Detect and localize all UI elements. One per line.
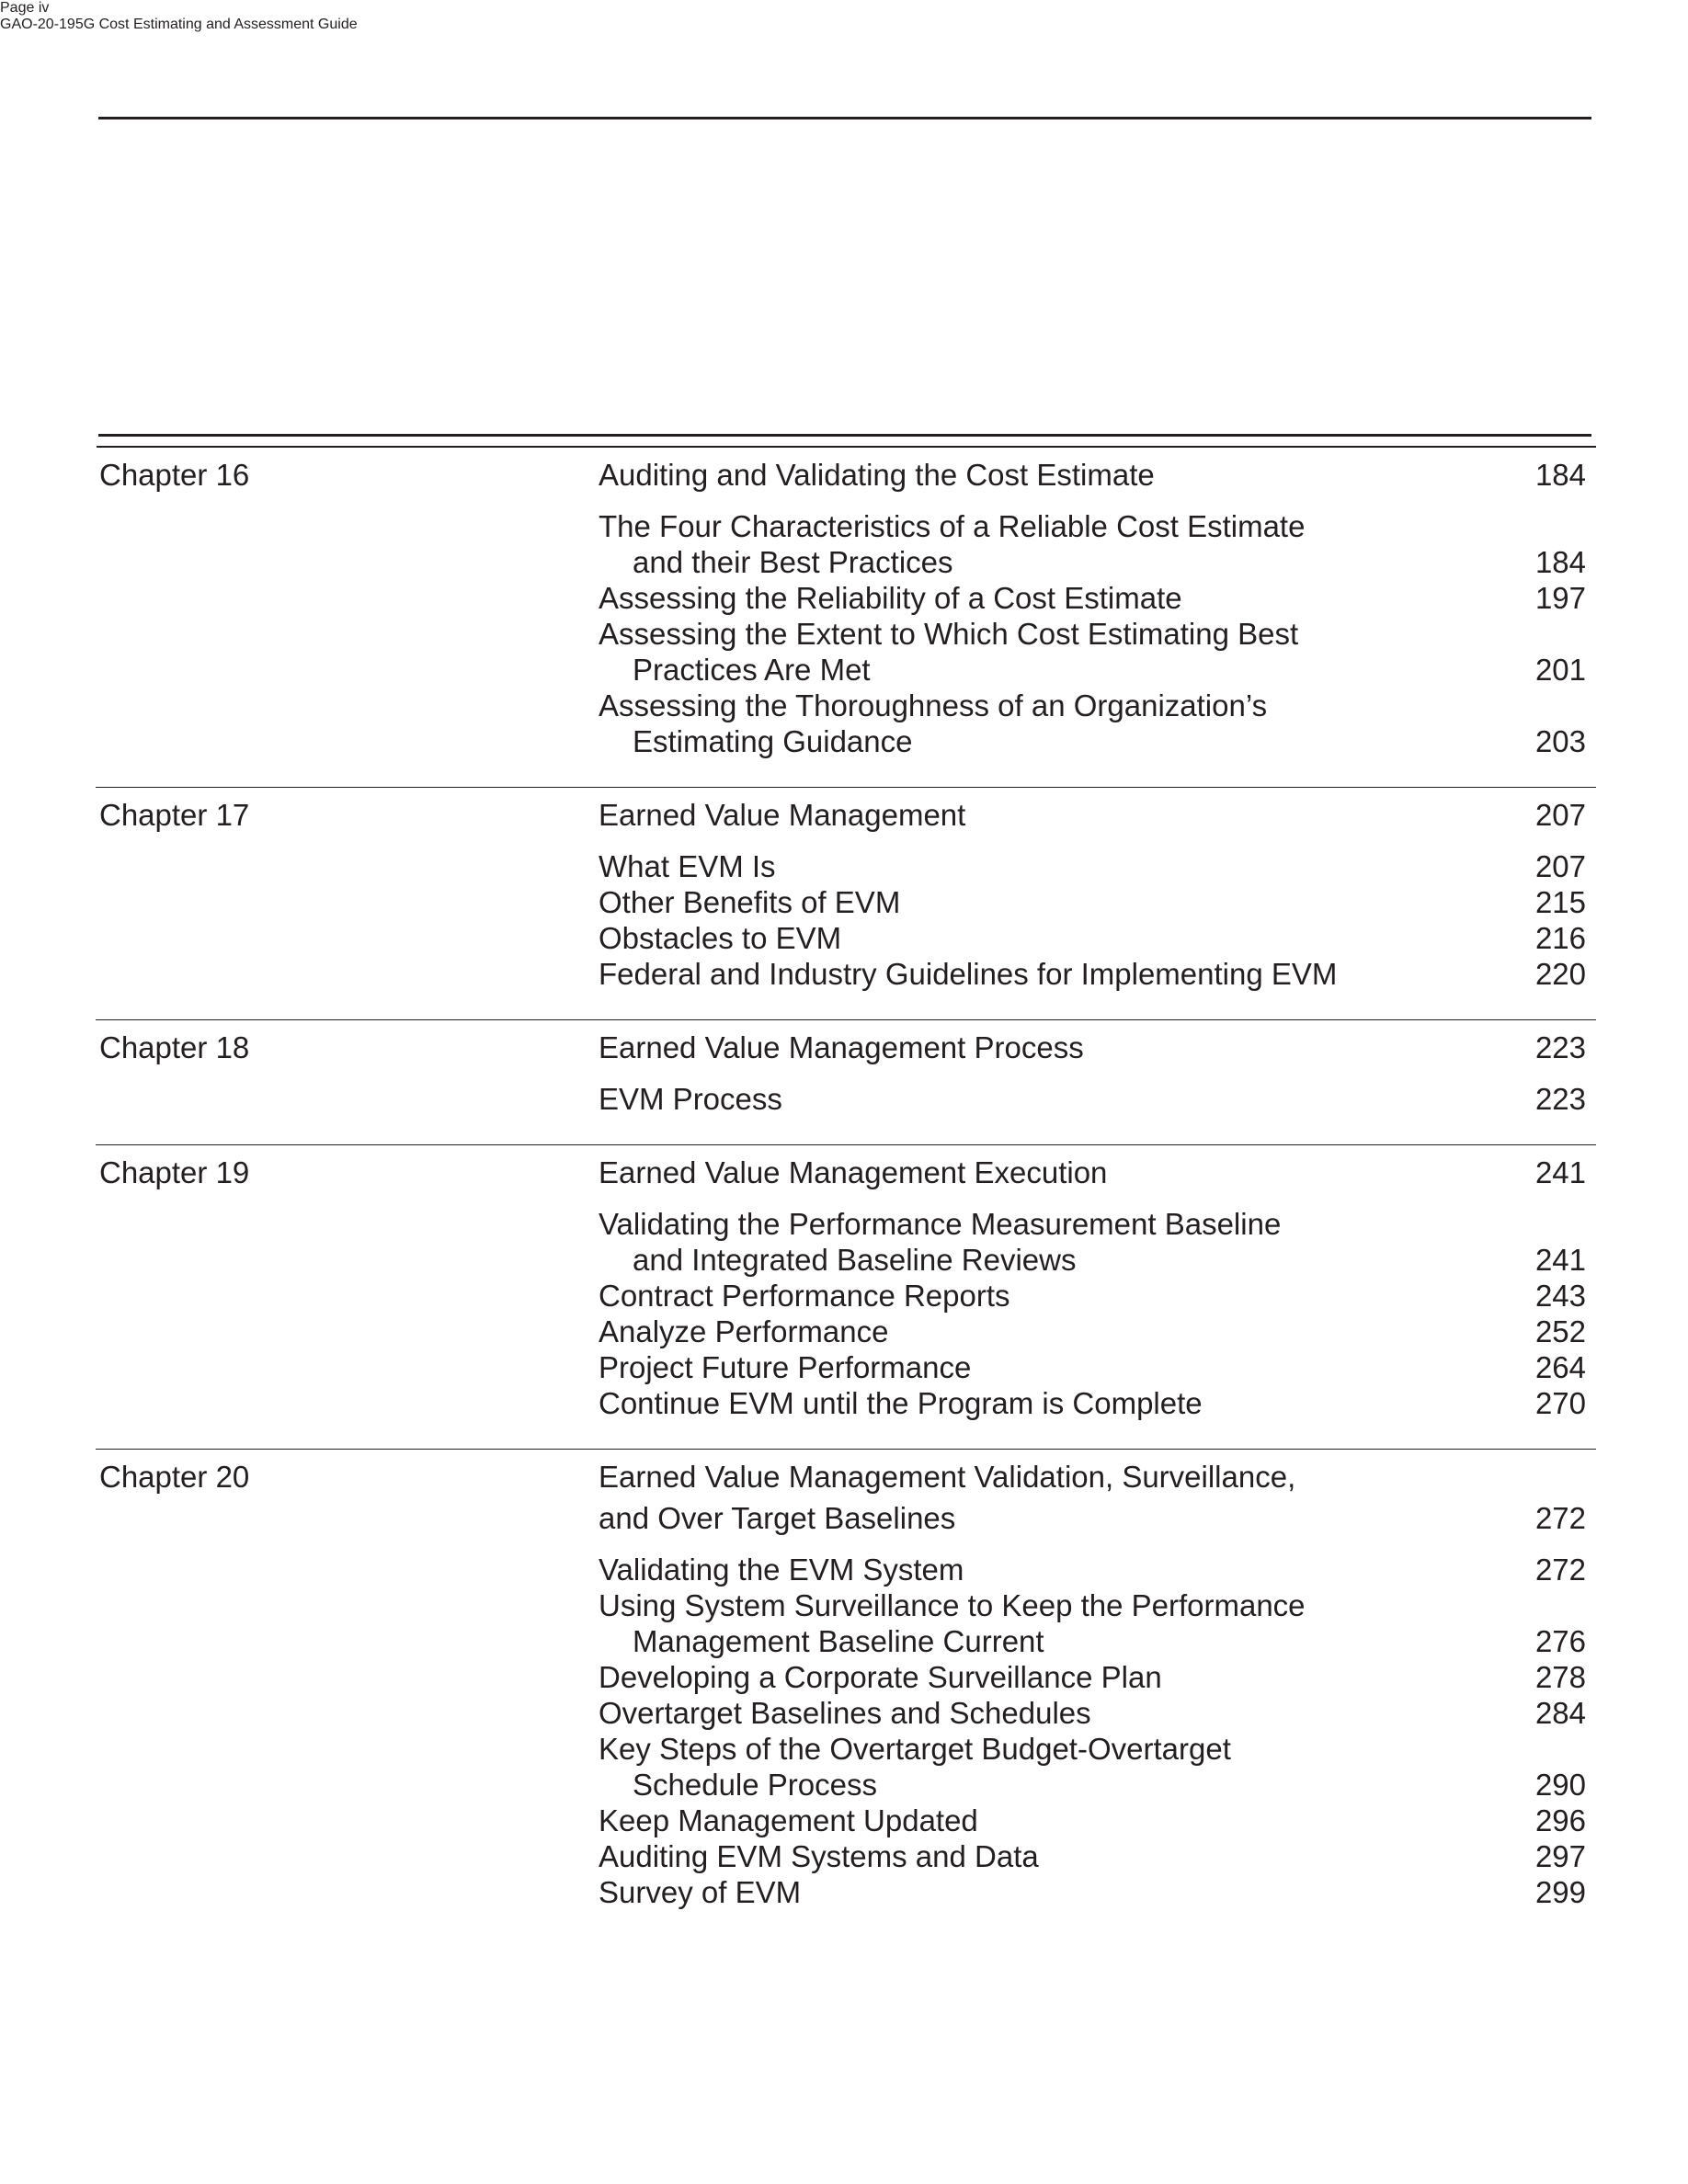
toc-chapter — [96, 1449, 1596, 1938]
toc-section-entry[interactable] — [599, 1349, 1592, 1385]
toc-section-entry[interactable] — [599, 1552, 1592, 1587]
section-title: Assessing the Extent to Which Cost Estimating Best — [599, 617, 1299, 651]
chapter-title-line2: and Over Target Baselines — [599, 1501, 956, 1535]
section-page-number: 272 — [1534, 1553, 1586, 1587]
section-list — [599, 848, 1592, 1019]
footer-document-title: GAO-20-195G Cost Estimating and Assessment Guide — [0, 17, 358, 32]
section-page-number: 241 — [1534, 1243, 1586, 1277]
chapter-label: Chapter 17 — [99, 798, 250, 832]
toc-chapter — [96, 1144, 1596, 1449]
section-title: Keep Management Updated — [599, 1803, 978, 1837]
toc-section-entry[interactable] — [599, 1314, 1592, 1349]
section-title: Survey of EVM — [599, 1875, 802, 1909]
toc-section-entry[interactable] — [599, 1695, 1592, 1731]
section-title: Overtarget Baselines and Schedules — [599, 1696, 1091, 1730]
chapter-title-entry[interactable] — [599, 456, 1592, 495]
toc-section-entry[interactable] — [599, 1385, 1592, 1421]
toc-section-entry[interactable] — [599, 688, 1592, 759]
section-title: Key Steps of the Overtarget Budget-Overtarget — [599, 1732, 1231, 1766]
chapter-title-entry[interactable] — [599, 796, 1592, 835]
section-page-number: 252 — [1534, 1314, 1586, 1348]
toc-section-entry[interactable] — [599, 508, 1592, 580]
section-page-number: 278 — [1534, 1660, 1586, 1694]
section-title: Continue EVM until the Program is Complete — [599, 1386, 1203, 1420]
chapter-page-number: 241 — [1534, 1155, 1586, 1189]
section-page-number: 215 — [1534, 885, 1586, 919]
toc-section-entry[interactable] — [599, 580, 1592, 616]
section-page-number: 197 — [1534, 581, 1586, 615]
section-title: Contract Performance Reports — [599, 1279, 1010, 1313]
section-page-number: 264 — [1534, 1350, 1586, 1384]
section-title: Validating the Performance Measurement Baseline — [599, 1207, 1282, 1241]
chapter-title-entry[interactable] — [599, 1154, 1592, 1192]
toc-section-entry[interactable] — [599, 848, 1592, 884]
section-title-continued: and Integrated Baseline Reviews — [633, 1243, 1077, 1277]
chapter-label: Chapter 20 — [99, 1460, 250, 1494]
section-page-number: 223 — [1534, 1082, 1586, 1116]
section-title: Federal and Industry Guidelines for Implementing EVM — [599, 957, 1338, 991]
toc-section-entry[interactable] — [599, 1838, 1592, 1874]
toc-section-entry[interactable] — [599, 616, 1592, 688]
toc-chapter — [96, 787, 1596, 1019]
section-title: The Four Characteristics of a Reliable Cost Estimate — [599, 509, 1306, 543]
section-page-number: 207 — [1534, 849, 1586, 883]
toc-section-entry[interactable] — [599, 920, 1592, 956]
section-list — [599, 508, 1592, 787]
section-title-continued: and their Best Practices — [633, 545, 953, 579]
chapter-page-number: 223 — [1534, 1030, 1586, 1064]
chapter-title: Earned Value Management Validation, Surveillance, — [599, 1460, 1296, 1494]
section-title: EVM Process — [599, 1082, 782, 1116]
chapter-page-number: 207 — [1534, 798, 1586, 832]
chapter-page-number: 184 — [1534, 458, 1586, 492]
toc-section-entry[interactable] — [599, 1081, 1592, 1117]
chapter-label: Chapter 18 — [99, 1030, 250, 1064]
toc-chapter — [0, 448, 1688, 787]
section-title: Other Benefits of EVM — [599, 885, 901, 919]
chapter-title-entry[interactable] — [599, 1458, 1592, 1538]
section-page-number: 290 — [1534, 1768, 1586, 1802]
toc-section-entry[interactable] — [599, 1278, 1592, 1314]
toc-section-entry[interactable] — [599, 1731, 1592, 1803]
section-page-number: 276 — [1534, 1624, 1586, 1658]
section-page-number: 184 — [1534, 545, 1586, 579]
chapter-title: Earned Value Management Process — [599, 1030, 1084, 1064]
section-title: Using System Surveillance to Keep the Performance — [599, 1588, 1306, 1622]
section-title: Auditing EVM Systems and Data — [599, 1839, 1039, 1873]
footer-page-number: Page iv — [0, 0, 50, 16]
chapter-label: Chapter 19 — [99, 1155, 250, 1189]
toc-top-rule — [98, 434, 1591, 437]
chapter-title-entry[interactable] — [599, 1029, 1592, 1067]
section-title: Assessing the Thoroughness of an Organization’s — [599, 688, 1268, 722]
section-page-number: 216 — [1534, 921, 1586, 955]
chapter-title: Earned Value Management Execution — [599, 1155, 1108, 1189]
section-list — [599, 1206, 1592, 1449]
section-page-number: 203 — [1534, 724, 1586, 758]
section-page-number: 297 — [1534, 1839, 1586, 1873]
table-of-contents — [0, 448, 1688, 1938]
section-page-number: 270 — [1534, 1386, 1586, 1420]
section-list — [599, 1081, 1592, 1144]
section-title: Assessing the Reliability of a Cost Estimate — [599, 581, 1182, 615]
section-page-number: 243 — [1534, 1279, 1586, 1313]
section-title-continued: Schedule Process — [633, 1768, 877, 1802]
chapter-page-number: 272 — [1534, 1501, 1586, 1535]
section-title: Validating the EVM System — [599, 1553, 964, 1587]
toc-section-entry[interactable] — [599, 1803, 1592, 1838]
section-page-number: 284 — [1534, 1696, 1586, 1730]
section-list — [599, 1552, 1592, 1938]
section-title-continued: Management Baseline Current — [633, 1624, 1044, 1658]
section-page-number: 201 — [1534, 653, 1586, 687]
toc-section-entry[interactable] — [599, 1874, 1592, 1910]
section-title: Developing a Corporate Surveillance Plan — [599, 1660, 1162, 1694]
section-page-number: 296 — [1534, 1803, 1586, 1837]
chapter-label: Chapter 16 — [99, 458, 250, 492]
toc-section-entry[interactable] — [599, 1659, 1592, 1695]
toc-chapter — [96, 1019, 1596, 1144]
toc-section-entry[interactable] — [599, 956, 1592, 992]
section-page-number: 299 — [1534, 1875, 1586, 1909]
toc-section-entry[interactable] — [599, 1206, 1592, 1278]
toc-section-entry[interactable] — [599, 1587, 1592, 1659]
section-title: Project Future Performance — [599, 1350, 972, 1384]
section-title-continued: Practices Are Met — [633, 653, 871, 687]
header-rule — [98, 117, 1591, 119]
section-title-continued: Estimating Guidance — [633, 724, 913, 758]
section-title: What EVM Is — [599, 849, 776, 883]
chapter-title: Auditing and Validating the Cost Estimate — [599, 458, 1155, 492]
section-page-number: 220 — [1534, 957, 1586, 991]
toc-section-entry[interactable] — [599, 884, 1592, 920]
chapter-title: Earned Value Management — [599, 798, 966, 832]
section-title: Obstacles to EVM — [599, 921, 842, 955]
section-title: Analyze Performance — [599, 1314, 889, 1348]
